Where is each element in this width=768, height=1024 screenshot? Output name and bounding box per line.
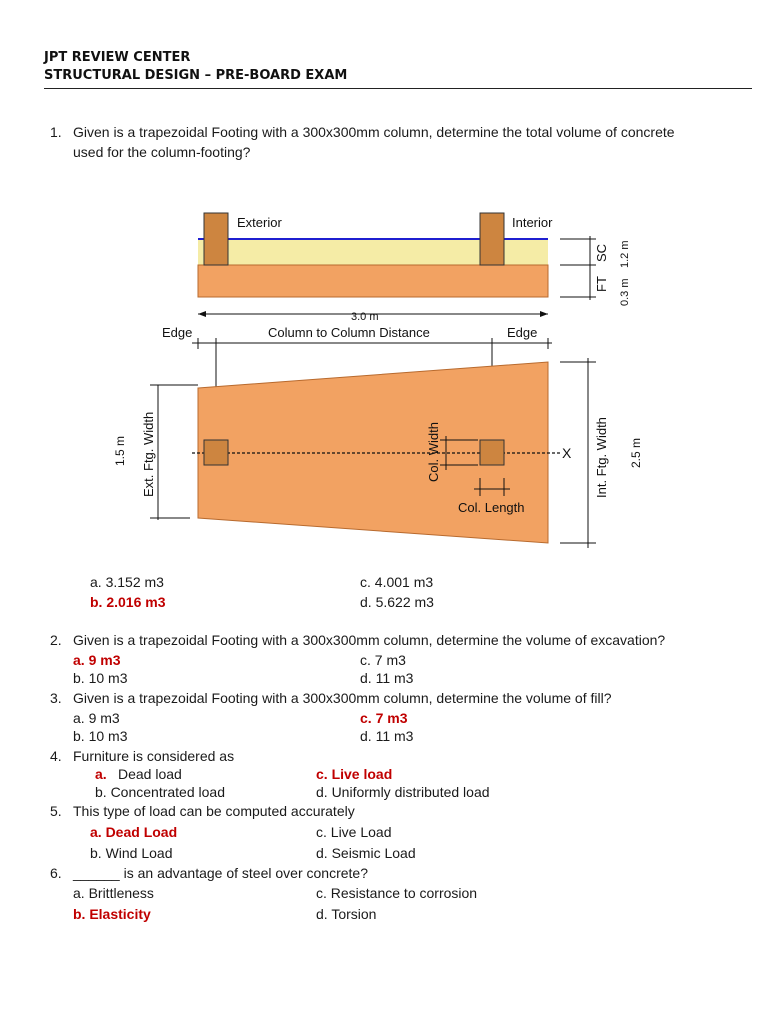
q1-text-line2: used for the column-footing? [73,144,251,160]
int-width-dim: 2.5 m [629,437,643,468]
q1-choice-b: b. 2.016 m3 [90,594,166,610]
q5-choice-d: d. Seismic Load [316,845,416,861]
ft-label: FT [594,276,609,292]
q3-number: 3. [50,690,62,706]
q1-choice-d: d. 5.622 m3 [360,594,434,610]
interior-column-plan [480,440,504,465]
column-distance-label: Column to Column Distance [268,325,430,340]
q6-choice-d: d. Torsion [316,906,377,922]
q2-number: 2. [50,632,62,648]
ext-width-label: Ext. Ftg. Width [141,411,156,497]
dim-0-3m: 0.3 m [619,278,631,306]
q5-choice-a: a. Dead Load [90,824,178,840]
q5-choice-b: b. Wind Load [90,845,173,861]
q5-choice-c: c. Live Load [316,824,392,840]
q4-choice-b: b. Concentrated load [95,784,225,800]
q4-choice-a-letter: a. [95,766,107,782]
edge-right-label: Edge [507,325,538,340]
q1-choice-a: a. 3.152 m3 [90,574,164,590]
col-length-label: Col. Length [458,500,525,515]
q6-number: 6. [50,865,62,881]
exterior-column [204,213,228,265]
q5-number: 5. [50,803,62,819]
q1-text-line1: Given is a trapezoidal Footing with a 300x300mm column, determine the total volume of concrete [73,124,675,140]
interior-label: Interior [512,215,553,230]
q2-choice-a: a. 9 m3 [73,652,121,668]
exterior-column-plan [204,440,228,465]
q3-choice-c: c. 7 m3 [360,710,408,726]
q4-number: 4. [50,748,62,764]
sc-label: SC [594,243,609,262]
length-dim-arrow-right [540,311,548,317]
int-width-label: Int. Ftg. Width [594,417,609,498]
q4-choice-c: c. Live load [316,766,393,782]
q2-choice-b: b. 10 m3 [73,670,128,686]
footing-elevation [198,265,548,297]
edge-left-label: Edge [162,325,193,340]
q6-choice-b: b. Elasticity [73,906,151,922]
q3-choice-d: d. 11 m3 [360,728,414,744]
q4-choice-d: d. Uniformly distributed load [316,784,490,800]
q2-choice-d: d. 11 m3 [360,670,414,686]
q1-number: 1. [50,124,62,140]
q5-text: This type of load can be computed accurately [73,803,355,819]
ext-width-dim: 1.5 m [113,435,127,466]
exam-title: STRUCTURAL DESIGN – PRE-BOARD EXAM [44,68,348,83]
col-width-label: Col. Width [426,422,441,482]
q2-choice-c: c. 7 m3 [360,652,406,668]
q6-choice-c: c. Resistance to corrosion [316,885,478,901]
q4-choice-a: Dead load [118,766,182,782]
q4-text: Furniture is considered as [73,748,235,764]
review-center-title: JPT REVIEW CENTER [44,50,191,65]
q3-text: Given is a trapezoidal Footing with a 300x300mm column, determine the volume of fill? [73,690,612,706]
x-mark: X [562,445,572,461]
q3-choice-a: a. 9 m3 [73,710,120,726]
length-dim-arrow-left [198,311,206,317]
q6-choice-a: a. Brittleness [73,885,154,901]
exterior-label: Exterior [237,215,282,230]
q1-choice-c: c. 4.001 m3 [360,574,434,590]
q6-text: ______ is an advantage of steel over concrete? [73,865,368,881]
q2-text: Given is a trapezoidal Footing with a 300x300mm column, determine the volume of excavation? [73,632,666,648]
interior-column [480,213,504,265]
q3-choice-b: b. 10 m3 [73,728,128,744]
dim-3-0m: 3.0 m [351,311,379,323]
dim-1-2m: 1.2 m [619,240,631,268]
